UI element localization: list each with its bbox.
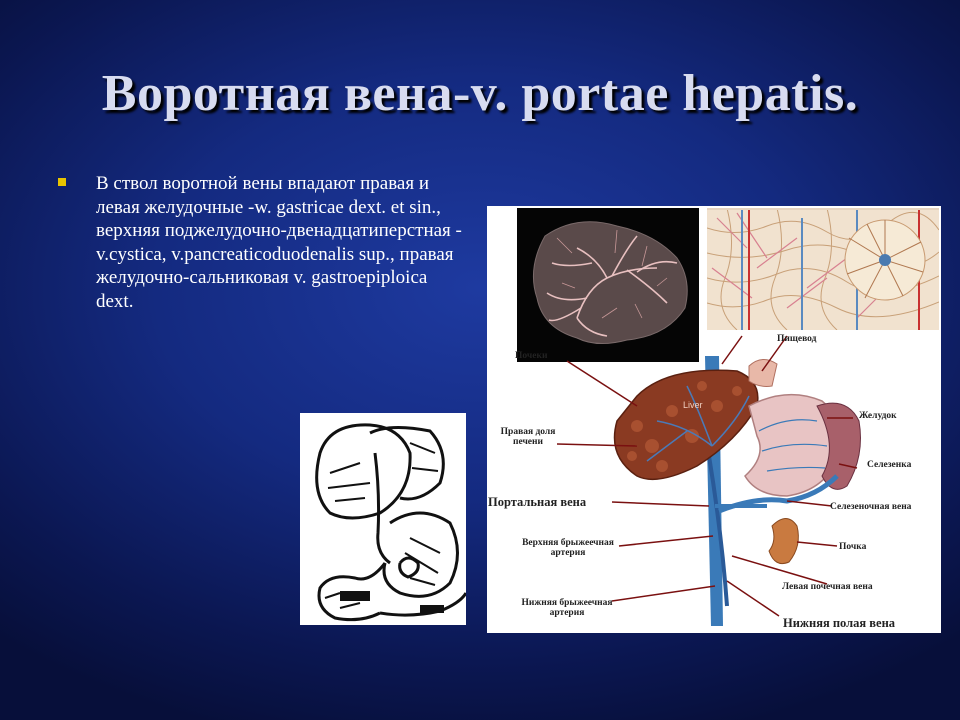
label-left-renal-vein: Левая почечная вена (782, 582, 873, 592)
label-inferior-mesenteric-line1: Нижняя брыжеечная (521, 598, 613, 608)
bullet-list (58, 172, 468, 313)
label-right-lobe-line2: печени (513, 437, 543, 447)
label-portal-vein: Портальная вена (488, 495, 587, 509)
label-superior-mesenteric-line1: Верхняя брыжеечная (522, 538, 614, 548)
label-inferior-mesenteric (517, 598, 617, 618)
label-inferior-mesenteric-line2: артерия (549, 608, 585, 618)
organ-sketch (300, 413, 466, 625)
bullet-text: В ствол воротной вены впадают правая и левая желудочные -w. gastricae dext. et sin., верхняя поджелудочно-двенадцатиперстная -v.cystica, v.pancreaticoduodenalis sup., правая желудочно-сальниковая v. gastroepiploica dext. (96, 173, 462, 312)
label-inferior-vena-cava: Нижняя полая вена (783, 616, 896, 630)
label-right-lobe (495, 427, 561, 447)
liver-label: Liver (683, 400, 703, 410)
bullet-marker-icon (58, 178, 66, 186)
label-superior-mesenteric-line2: артерия (550, 548, 586, 558)
kidney-shape (769, 519, 798, 564)
label-spleen: Селезенка (867, 460, 912, 470)
label-kidneys: Почеки (515, 351, 548, 361)
label-stomach: Желудок (859, 411, 897, 421)
label-right-lobe-line1: Правая доля (500, 427, 556, 437)
portal-vein-diagram (487, 206, 941, 633)
label-splenic-vein: Селезеночная вена (830, 502, 912, 512)
label-kidney: Почка (839, 542, 867, 552)
label-superior-mesenteric (515, 538, 621, 558)
label-esophagus: Пищевод (777, 334, 817, 344)
slide-title: Воротная вена-v. portae hepatis. (101, 65, 859, 122)
